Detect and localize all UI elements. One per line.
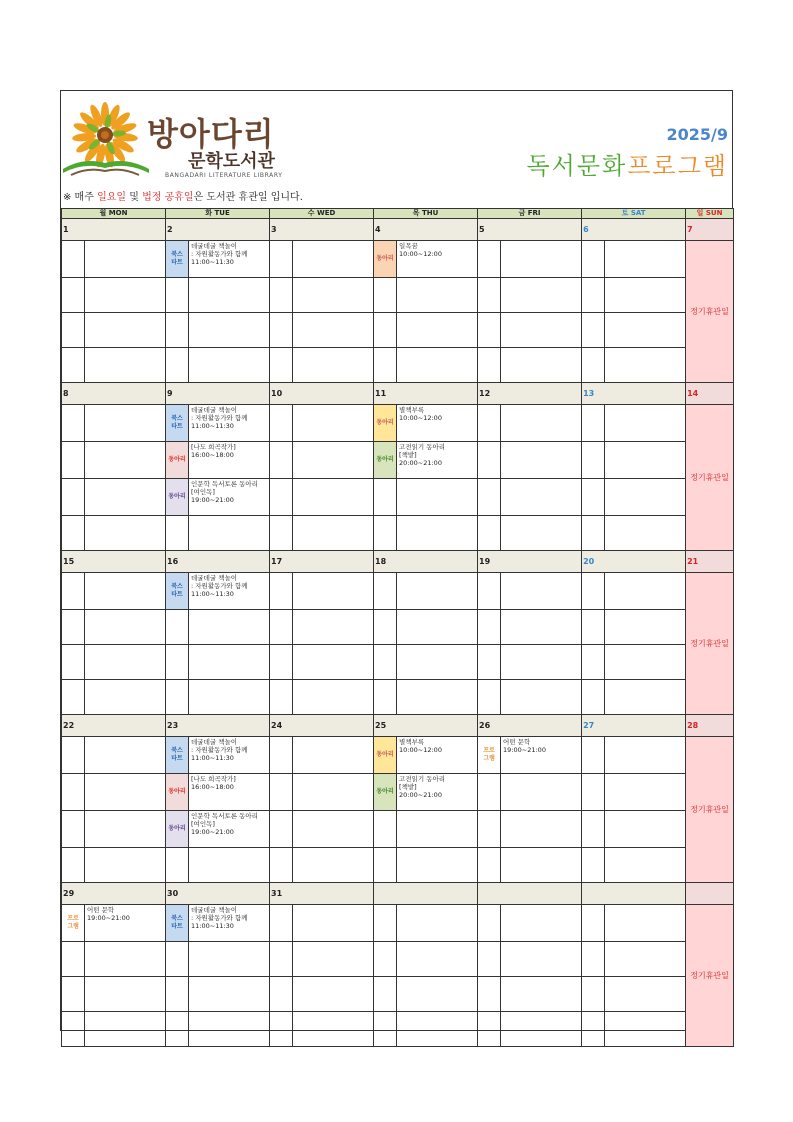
date-cell: 10 [270,383,374,405]
event-tag: 동아리 [374,442,397,479]
date-cell: 17 [270,551,374,573]
sunflower-icon [61,99,151,185]
week-1-slot-1 [62,241,734,278]
logo-english-text: BANGADARI LITERATURE LIBRARY [165,172,283,179]
date-cell-sun: 14 [686,383,734,405]
event-tag: 동아리 [166,442,189,479]
year-month: 2025/9 [666,125,728,144]
calendar-table [61,208,734,1047]
closed-day: 정기휴관일 [686,737,734,883]
page-title [527,146,729,181]
event-desc: 별책부록 10:00~12:00 [397,405,478,442]
date-cell: 26 [478,715,582,737]
calendar-page [60,90,733,1031]
event-desc: 인문학 독서토론 동아리 [여인독] 19:00~21:00 [189,479,270,516]
event-desc: 데굴데굴 책놀이 : 자원활동가와 함께 11:00~11:30 [189,405,270,442]
event-tag: 북스 타트 [166,405,189,442]
event-tag: 북스 타트 [166,737,189,774]
event-tag: 동아리 [166,811,189,848]
date-cell: 1 [62,219,166,241]
event-desc: [나도 희곡작가] 16:00~18:00 [189,774,270,811]
page-header [61,91,732,208]
week-1-dates [62,219,734,241]
logo-main-text: 방아다리 [147,115,275,153]
date-cell: 31 [270,883,374,905]
closure-notice [63,188,303,203]
weekday-mon: 월 MON [62,209,166,219]
event-desc: 데굴데굴 책놀이 : 자원활동가와 함께 11:00~11:30 [189,573,270,610]
date-cell: 4 [374,219,478,241]
date-cell: 3 [270,219,374,241]
week-3-dates [62,551,734,573]
event-tag: 북스 타트 [166,241,189,278]
date-cell: 16 [166,551,270,573]
date-cell-sat: 20 [582,551,686,573]
weekday-tue: 화 TUE [166,209,270,219]
event-tag: 북스 타트 [166,573,189,610]
closed-day: 정기휴관일 [686,405,734,551]
event-desc: 데굴데굴 책놀이 : 자원활동가와 함께 11:00~11:30 [189,737,270,774]
weekday-thu: 목 THU [374,209,478,219]
date-cell: 8 [62,383,166,405]
date-cell: 12 [478,383,582,405]
event-tag: 프로 그램 [478,737,501,774]
event-tag: 동아리 [166,479,189,516]
date-cell: 5 [478,219,582,241]
date-cell: 11 [374,383,478,405]
notice-sunday: 일요일 [97,192,127,203]
date-cell: 2 [166,219,270,241]
notice-holiday: 법정 공휴일 [142,192,194,203]
weekday-fri: 금 FRI [478,209,582,219]
date-cell: 18 [374,551,478,573]
event-tag: 동아리 [374,405,397,442]
week-2-dates [62,383,734,405]
title-part-1: 독서문화 [526,152,628,180]
date-cell-sat: 27 [582,715,686,737]
date-cell: 9 [166,383,270,405]
date-cell-sun: 28 [686,715,734,737]
logo-sub-text: 문학도서관 [188,151,275,172]
weekday-header [62,209,734,219]
event-tag: 동아리 [166,774,189,811]
date-cell-sun: 21 [686,551,734,573]
event-tag: 동아리 [374,737,397,774]
notice-suffix: 은 도서관 휴관일 입니다. [193,192,303,203]
weekday-sat: 토 SAT [582,209,686,219]
weekday-wed: 수 WED [270,209,374,219]
event-tag: 동아리 [374,774,397,811]
date-cell-sat [582,883,686,905]
date-cell-sun [686,883,734,905]
event-desc: 인문학 독서토론 동아리 [여인독] 19:00~21:00 [189,811,270,848]
date-cell: 23 [166,715,270,737]
date-cell-sat: 6 [582,219,686,241]
title-part-2: 프로그램 [627,152,728,180]
event-tag: 북스 타트 [166,905,189,942]
event-desc: 고전읽기 동아리 [책밭] 20:00~21:00 [397,774,478,811]
date-cell-sun: 7 [686,219,734,241]
closed-day: 정기휴관일 [686,573,734,715]
library-logo [61,99,301,185]
date-cell-sat: 13 [582,383,686,405]
event-desc: 데굴데굴 책놀이 : 자원활동가와 함께 11:00~11:30 [189,905,270,942]
date-cell [374,883,478,905]
event-desc: 고전읽기 동아리 [책밭] 20:00~21:00 [397,442,478,479]
week-5-dates [62,883,734,905]
event-desc: 어떤 문학 19:00~21:00 [501,737,582,774]
event-desc: [나도 희곡작가] 16:00~18:00 [189,442,270,479]
closed-day: 정기휴관일 [686,905,734,1047]
notice-and: 및 [126,192,143,203]
event-tag: 동아리 [374,241,397,278]
date-cell: 15 [62,551,166,573]
date-cell: 19 [478,551,582,573]
closed-day: 정기휴관일 [686,241,734,383]
date-cell: 24 [270,715,374,737]
notice-prefix: ※ 매주 [63,192,98,203]
event-desc: 데굴데굴 책놀이 : 자원활동가와 함께 11:00~11:30 [189,241,270,278]
date-cell: 30 [166,883,270,905]
date-cell [478,883,582,905]
date-cell: 22 [62,715,166,737]
date-cell: 29 [62,883,166,905]
event-desc: 별책부록 10:00~12:00 [397,737,478,774]
week-4-dates [62,715,734,737]
event-desc: 어떤 문학 19:00~21:00 [85,905,166,942]
weekday-sun: 일 SUN [686,209,734,219]
date-cell: 25 [374,715,478,737]
event-tag: 프로 그램 [62,905,85,942]
event-desc: 일목꿈 10:00~12:00 [397,241,478,278]
